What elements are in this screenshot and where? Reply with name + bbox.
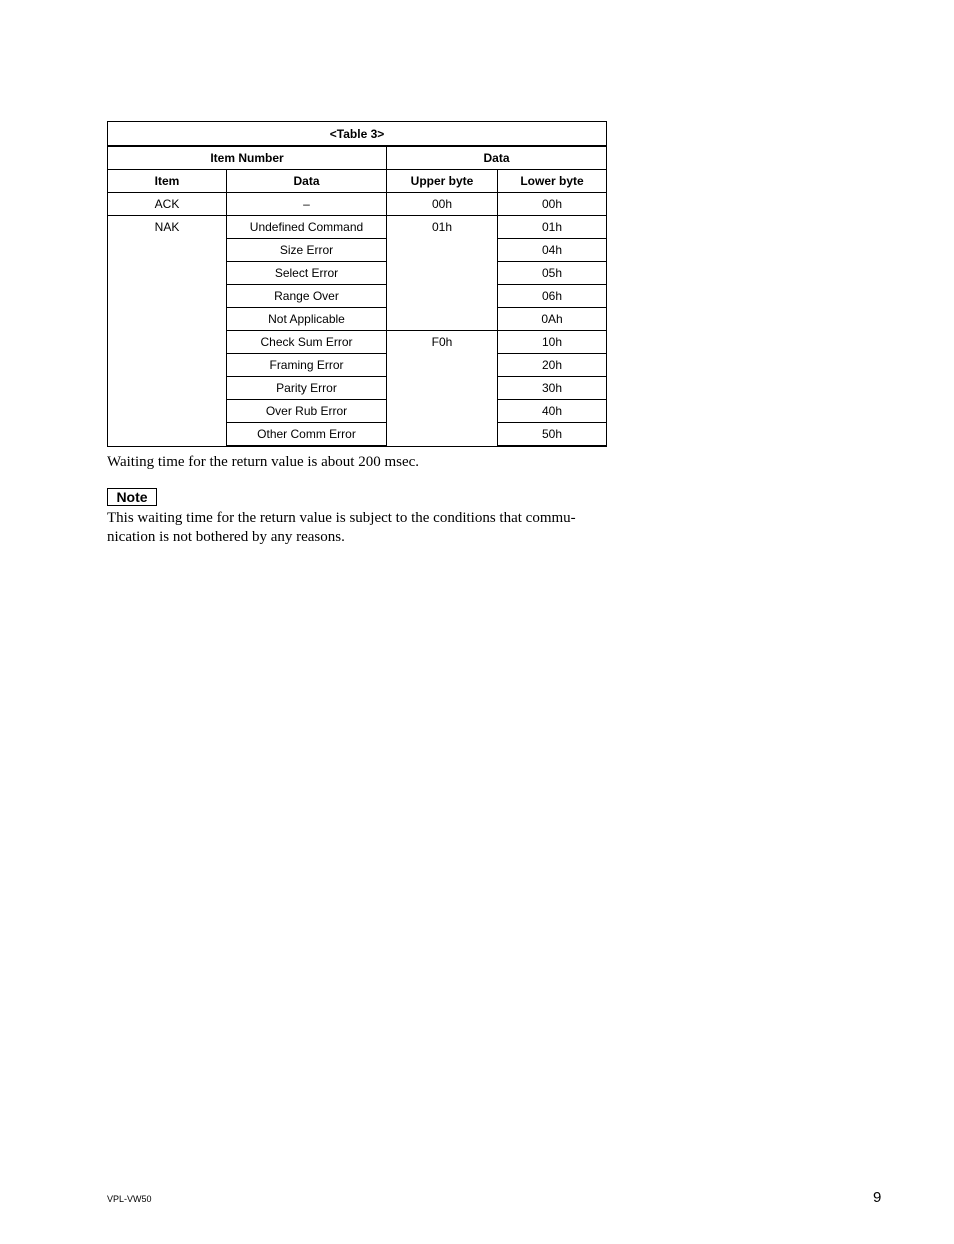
column-header-item: Item — [108, 170, 227, 193]
nak-data-cell: Select Error — [227, 262, 387, 285]
column-header-lower-byte: Lower byte — [498, 170, 607, 193]
nak-data-cell: Over Rub Error — [227, 400, 387, 423]
note-label: Note — [107, 488, 157, 506]
column-header-data: Data — [227, 170, 387, 193]
waiting-time-text: Waiting time for the return value is about 200 msec. — [107, 454, 420, 470]
nak-lower-byte-cell: 04h — [498, 239, 607, 262]
nak-data-cell: Framing Error — [227, 354, 387, 377]
nak-lower-byte-cell: 05h — [498, 262, 607, 285]
table-3 — [107, 121, 607, 447]
group-header-item-number: Item Number — [108, 146, 387, 170]
table-caption: <Table 3> — [108, 122, 607, 147]
nak-data-cell: Not Applicable — [227, 308, 387, 331]
nak-item-cell: NAK — [108, 216, 227, 447]
footer-model-name: VPL-VW50 — [107, 1194, 152, 1204]
ack-lower-byte-cell: 00h — [498, 193, 607, 216]
page-number: 9 — [873, 1189, 882, 1206]
nak-upper-byte-cell: 01h — [387, 216, 498, 331]
nak-data-cell: Range Over — [227, 285, 387, 308]
nak-lower-byte-cell: 06h — [498, 285, 607, 308]
ack-upper-byte-cell: 00h — [387, 193, 498, 216]
note-body-line-2: nication is not bothered by any reasons. — [107, 529, 345, 545]
nak-lower-byte-cell: 40h — [498, 400, 607, 423]
nak-data-cell: Size Error — [227, 239, 387, 262]
nak-lower-byte-cell: 50h — [498, 423, 607, 447]
nak-data-cell: Check Sum Error — [227, 331, 387, 354]
nak-lower-byte-cell: 0Ah — [498, 308, 607, 331]
ack-data-cell: – — [227, 193, 387, 216]
nak-lower-byte-cell: 20h — [498, 354, 607, 377]
nak-data-cell: Undefined Command — [227, 216, 387, 239]
nak-lower-byte-cell: 01h — [498, 216, 607, 239]
nak-lower-byte-cell: 10h — [498, 331, 607, 354]
column-header-upper-byte: Upper byte — [387, 170, 498, 193]
nak-data-cell: Parity Error — [227, 377, 387, 400]
table-row — [108, 216, 607, 239]
nak-lower-byte-cell: 30h — [498, 377, 607, 400]
note-body-line-1: This waiting time for the return value is subject to the conditions that commu- — [107, 510, 576, 526]
group-header-data: Data — [387, 146, 607, 170]
table-row — [108, 193, 607, 216]
nak-data-cell: Other Comm Error — [227, 423, 387, 447]
ack-item-cell: ACK — [108, 193, 227, 216]
note-body — [107, 509, 607, 547]
nak-upper-byte-cell: F0h — [387, 331, 498, 447]
